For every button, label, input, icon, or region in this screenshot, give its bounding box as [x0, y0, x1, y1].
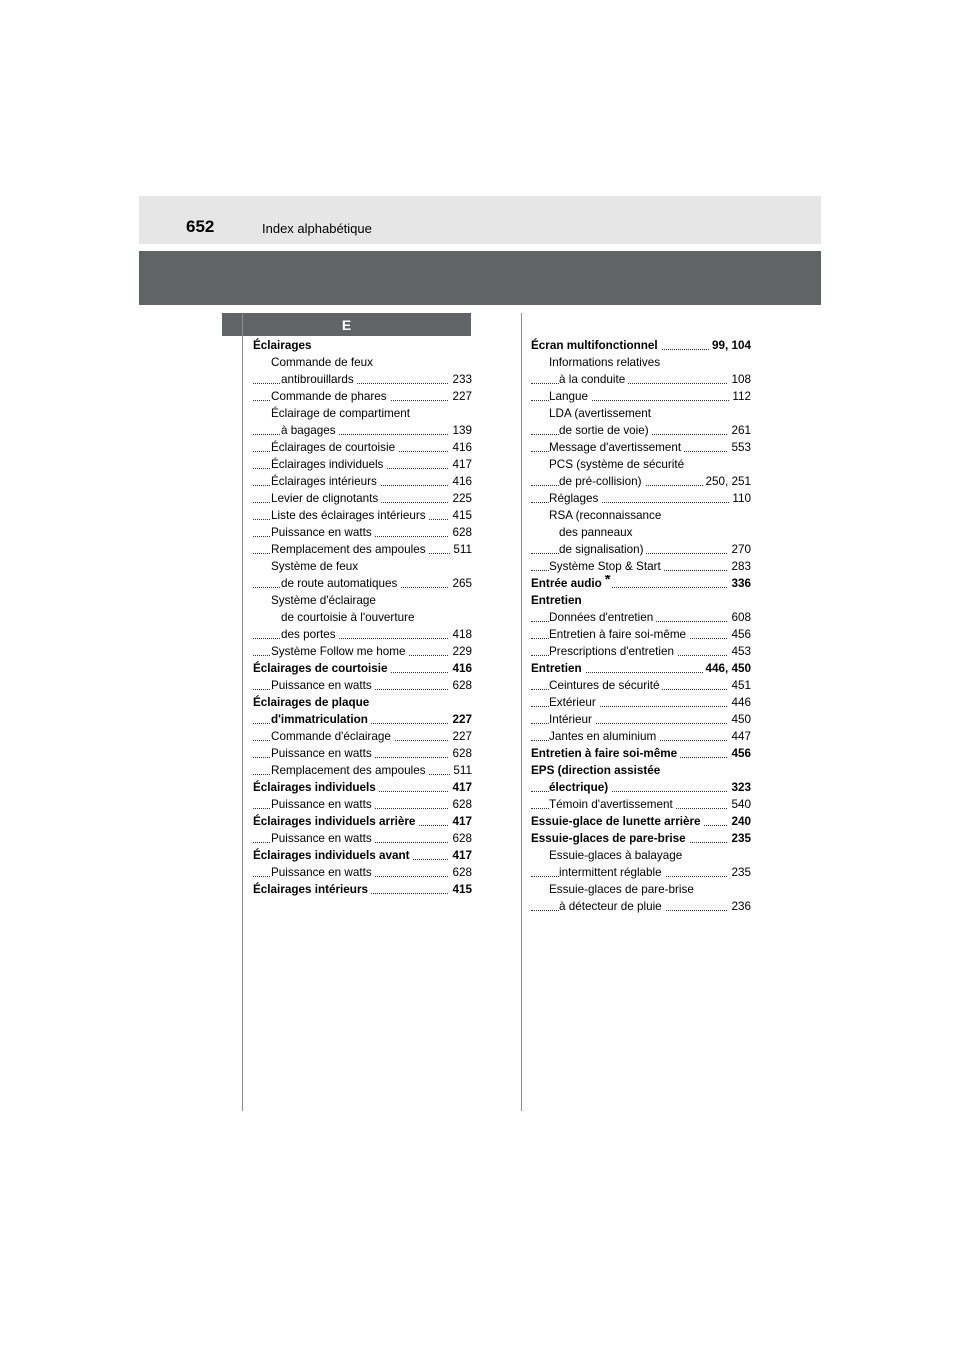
index-entry	[531, 337, 751, 354]
index-entry-term: Entretien	[531, 594, 582, 607]
index-entry	[531, 490, 751, 507]
index-entry-page: 447	[728, 728, 751, 745]
index-entry-term: LDA (avertissement	[549, 407, 651, 420]
index-entry	[531, 626, 751, 643]
index-entry	[253, 711, 472, 728]
index-entry	[531, 388, 751, 405]
index-entry-page: 336	[728, 575, 751, 592]
index-entry	[253, 524, 472, 541]
index-entry-term: Prescriptions d'entretien	[549, 645, 677, 658]
index-entry-page: 250, 251	[703, 473, 752, 490]
index-entry-page: 417	[449, 779, 472, 796]
index-entry-page: 233	[449, 371, 472, 388]
index-entry	[531, 847, 751, 864]
index-entry-term: Puissance en watts	[271, 866, 375, 879]
index-entry-page: 628	[449, 796, 472, 813]
index-entry	[531, 354, 751, 371]
index-entry	[253, 354, 472, 371]
index-entry-term: Éclairages de courtoisie	[271, 441, 398, 454]
index-entry	[253, 507, 472, 524]
index-entry-page: 416	[449, 660, 472, 677]
index-entry-page: 415	[449, 881, 472, 898]
index-entry	[253, 558, 472, 575]
index-entry-term: Système d'éclairage	[271, 594, 376, 607]
index-entry-page: 227	[449, 728, 472, 745]
index-entry-page: 416	[449, 439, 472, 456]
index-entry	[531, 575, 751, 592]
index-entry	[253, 694, 472, 711]
index-entry-term: Entretien	[531, 662, 585, 675]
index-entry-term: d'immatriculation	[271, 713, 371, 726]
index-entry	[253, 609, 472, 626]
index-entry-term: Remplacement des ampoules	[271, 764, 429, 777]
index-entry-term: Levier de clignotants	[271, 492, 381, 505]
index-entry-page: 511	[450, 541, 472, 558]
index-entry-page: 628	[449, 830, 472, 847]
index-entry	[531, 609, 751, 626]
index-entry-page: 108	[728, 371, 751, 388]
index-entry-term: Éclairages individuels arrière	[253, 815, 418, 828]
index-entry-term: Essuie-glace de lunette arrière	[531, 815, 704, 828]
index-entry-page: 99, 104	[709, 337, 751, 354]
index-entry-page: 265	[449, 575, 472, 592]
page-number: 652	[186, 217, 215, 236]
index-entry-page: 453	[728, 643, 751, 660]
index-entry-term: Témoin d'avertissement	[549, 798, 676, 811]
index-entry	[253, 439, 472, 456]
index-entry-page: 225	[449, 490, 472, 507]
index-entry-page: 235	[728, 864, 751, 881]
index-entry	[531, 796, 751, 813]
chapter-band	[139, 251, 821, 305]
index-entry	[253, 813, 472, 830]
index-entry	[531, 456, 751, 473]
index-entry-page: 261	[728, 422, 751, 439]
index-entry	[253, 371, 472, 388]
index-entry	[253, 762, 472, 779]
index-entry	[253, 864, 472, 881]
index-entry-page: 608	[728, 609, 751, 626]
index-entry	[531, 643, 751, 660]
index-entry-page: 450	[728, 711, 751, 728]
index-entry	[531, 813, 751, 830]
index-entry-term: Jantes en aluminium	[549, 730, 659, 743]
index-entry-term: Entretien à faire soi-même	[531, 747, 680, 760]
index-entry-term: Éclairages intérieurs	[253, 883, 371, 896]
index-entry	[531, 405, 751, 422]
index-entry-term: Essuie-glaces de pare-brise	[531, 832, 689, 845]
index-entry-term: Éclairages de courtoisie	[253, 662, 390, 675]
index-entry-page: 511	[450, 762, 472, 779]
index-entry-term: Puissance en watts	[271, 798, 375, 811]
index-entry-term: Ceintures de sécurité	[549, 679, 662, 692]
index-entry-term: Informations relatives	[549, 356, 661, 369]
index-entry-page: 227	[449, 388, 472, 405]
index-entry	[531, 439, 751, 456]
index-entry	[253, 626, 472, 643]
header-band	[139, 196, 821, 244]
index-entry	[531, 541, 751, 558]
index-entry-term: Commande de feux	[271, 356, 373, 369]
index-entry-term: Éclairages individuels avant	[253, 849, 413, 862]
index-entry	[531, 371, 751, 388]
index-entry-page: 417	[449, 813, 472, 830]
index-entry	[531, 745, 751, 762]
index-entry-page: 139	[449, 422, 472, 439]
index-entry-page: 229	[449, 643, 472, 660]
index-entry	[531, 592, 751, 609]
index-entry-page: 283	[728, 558, 751, 575]
index-entry-page: 540	[728, 796, 751, 813]
index-entry-term: Extérieur	[549, 696, 599, 709]
index-entry-term: Système Follow me home	[271, 645, 408, 658]
index-entry	[531, 558, 751, 575]
index-entry	[531, 694, 751, 711]
index-entry	[531, 507, 751, 524]
index-entry	[253, 677, 472, 694]
index-entry-term: Éclairages intérieurs	[271, 475, 380, 488]
index-column-left	[253, 337, 472, 898]
index-entry-term: de pré-collision)	[559, 475, 645, 488]
index-entry	[253, 660, 472, 677]
index-entry-term: Éclairages de plaque	[253, 696, 370, 709]
index-entry	[531, 830, 751, 847]
index-entry	[531, 864, 751, 881]
index-entry-term: des portes	[281, 628, 339, 641]
index-entry	[253, 592, 472, 609]
index-entry-page: 418	[449, 626, 472, 643]
index-entry-term: Puissance en watts	[271, 679, 375, 692]
index-entry	[253, 422, 472, 439]
index-entry-term: à détecteur de pluie	[559, 900, 665, 913]
index-entry-page: 270	[728, 541, 751, 558]
index-entry-term: Éclairages individuels	[271, 458, 386, 471]
index-entry-term: Intérieur	[549, 713, 595, 726]
index-entry-term: Puissance en watts	[271, 832, 375, 845]
index-entry	[253, 830, 472, 847]
index-entry-page: 628	[449, 745, 472, 762]
index-entry	[531, 524, 751, 541]
section-title: Index alphabétique	[262, 221, 372, 236]
index-entry	[253, 405, 472, 422]
index-entry-term: antibrouillards	[281, 373, 357, 386]
index-entry-page: 628	[449, 524, 472, 541]
index-entry	[531, 779, 751, 796]
index-entry-term: Éclairage de compartiment	[271, 407, 411, 420]
index-entry-term: intermittent réglable	[559, 866, 665, 879]
index-entry-page: 417	[449, 456, 472, 473]
index-entry-term: Puissance en watts	[271, 526, 375, 539]
index-entry	[253, 745, 472, 762]
index-entry-page: 416	[449, 473, 472, 490]
index-entry-page: 227	[449, 711, 472, 728]
index-entry	[253, 728, 472, 745]
index-entry-term: Puissance en watts	[271, 747, 375, 760]
index-entry	[253, 847, 472, 864]
index-entry-term: Remplacement des ampoules	[271, 543, 429, 556]
index-entry-term: Commande de phares	[271, 390, 390, 403]
index-entry-page: 451	[728, 677, 751, 694]
index-entry-term: Message d'avertissement	[549, 441, 684, 454]
index-entry	[253, 796, 472, 813]
index-entry	[253, 456, 472, 473]
index-entry	[531, 762, 751, 779]
index-entry-page: 456	[728, 745, 751, 762]
index-entry	[253, 388, 472, 405]
letter-tab: E	[222, 313, 471, 336]
index-entry	[531, 677, 751, 694]
index-entry-page: 628	[449, 864, 472, 881]
index-entry-term: Données d'entretien	[549, 611, 656, 624]
index-entry-page: 628	[449, 677, 472, 694]
index-entry	[253, 779, 472, 796]
index-entry-term: des panneaux	[559, 526, 633, 539]
index-entry-term: RSA (reconnaissance	[549, 509, 662, 522]
index-entry	[531, 660, 751, 677]
index-entry-term: Système Stop & Start	[549, 560, 664, 573]
index-entry-term: de route automatiques	[281, 577, 400, 590]
index-entry-term: à bagages	[281, 424, 339, 437]
index-entry-term: électrique)	[549, 781, 611, 794]
index-entry-term: Langue	[549, 390, 591, 403]
index-entry	[253, 881, 472, 898]
index-entry-page: 417	[449, 847, 472, 864]
index-entry-term: Éclairages individuels	[253, 781, 379, 794]
index-entry-page: 235	[728, 830, 751, 847]
index-entry	[253, 337, 472, 354]
index-entry	[531, 422, 751, 439]
index-entry	[253, 490, 472, 507]
right-column-rule	[521, 313, 522, 1111]
index-entry	[531, 881, 751, 898]
index-entry-page: 446	[728, 694, 751, 711]
index-entry-page: 240	[728, 813, 751, 830]
index-entry-term: Système de feux	[271, 560, 359, 573]
index-entry	[253, 541, 472, 558]
index-entry-page: 112	[729, 388, 751, 405]
index-entry	[531, 898, 751, 915]
index-entry-term: à la conduite	[559, 373, 628, 386]
index-entry-page: 446, 450	[703, 660, 752, 677]
index-entry-page: 456	[728, 626, 751, 643]
index-entry-term: PCS (système de sécurité	[549, 458, 685, 471]
index-entry	[531, 728, 751, 745]
index-entry-term: EPS (direction assistée	[531, 764, 661, 777]
index-entry-page: 236	[728, 898, 751, 915]
index-entry-term: Entrée audio	[531, 577, 605, 590]
index-entry-term: de signalisation)	[559, 543, 646, 556]
index-entry-term: Écran multifonctionnel	[531, 339, 661, 352]
index-entry-page: 110	[729, 490, 751, 507]
index-entry-page: 553	[728, 439, 751, 456]
index-entry-term: Éclairages	[253, 339, 312, 352]
index-entry	[531, 711, 751, 728]
index-entry-term: Entretien à faire soi-même	[549, 628, 689, 641]
index-entry-term: de courtoisie à l'ouverture	[281, 611, 415, 624]
footnote-star: *	[605, 575, 611, 588]
left-column-rule	[242, 313, 243, 1111]
index-entry-page: 323	[728, 779, 751, 796]
index-entry-term: Liste des éclairages intérieurs	[271, 509, 429, 522]
index-entry	[253, 643, 472, 660]
index-entry-term: de sortie de voie)	[559, 424, 652, 437]
index-entry-term: Réglages	[549, 492, 601, 505]
index-entry	[531, 473, 751, 490]
index-entry-page: 415	[449, 507, 472, 524]
index-entry-term: Essuie-glaces à balayage	[549, 849, 683, 862]
index-entry	[253, 473, 472, 490]
index-column-right	[531, 337, 751, 915]
index-entry-term: Commande d'éclairage	[271, 730, 394, 743]
index-entry	[253, 575, 472, 592]
index-entry-term: Essuie-glaces de pare-brise	[549, 883, 694, 896]
